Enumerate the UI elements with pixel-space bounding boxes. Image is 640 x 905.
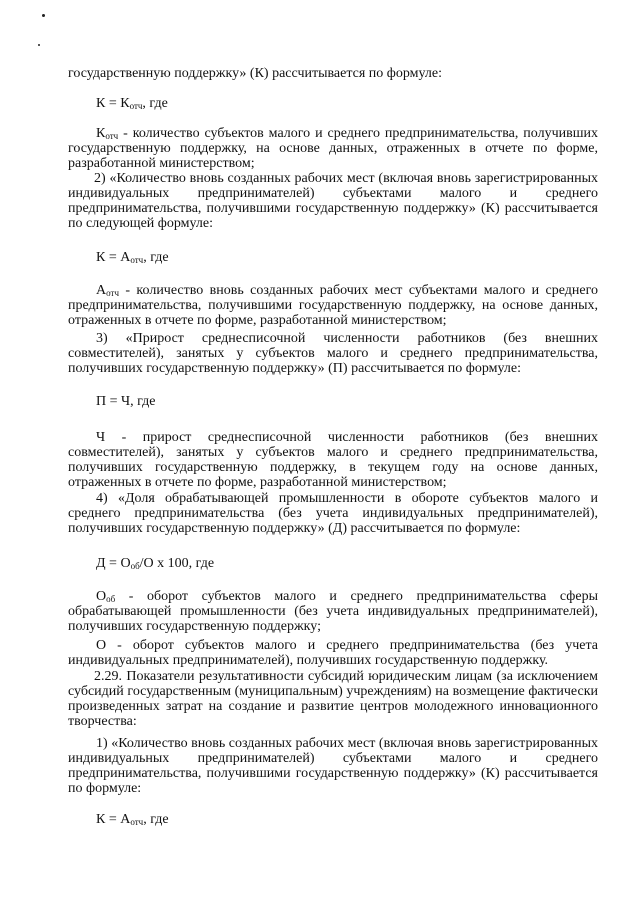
list-item-line: предпринимательства, получившими государственную поддержку» (К) рассчитывается: [68, 766, 598, 781]
paragraph-line: государственную поддержку» (К) рассчитывается по формуле:: [68, 66, 442, 81]
definition-line: получивших государственную поддержку, в текущем году на основе данных,: [68, 460, 598, 475]
formula-d: $Д = О_{об}/О$ х 100, где: [96, 556, 215, 571]
scan-speck: [38, 44, 40, 46]
definition-line: Ч - прирост среднесписочной численности работников (без внешних: [96, 430, 598, 445]
definition-line: $А_{отч}$ - количество вновь созданных рабочих мест субъектами малого и среднего: [96, 283, 598, 298]
scan-speck: [42, 14, 45, 17]
definition-line: совместителей), занятых у субъектов малого и среднего предпринимательства,: [68, 445, 598, 460]
list-item-line: среднего предпринимательства (без учета индивидуальных предпринимателей),: [68, 506, 598, 521]
definition-line: предпринимательства, получившими государственную поддержку, на основе данных,: [68, 298, 598, 313]
section-line: творчества:: [68, 714, 137, 729]
definition-line: индивидуальных предпринимателей), получивших государственную поддержку.: [68, 653, 549, 668]
list-item-line: получивших государственную поддержку» (П) рассчитывается по формуле:: [68, 361, 521, 376]
section-line: субсидий государственным (муниципальным) учреждениям) на возмещение фактически: [68, 684, 598, 699]
definition-line: государственную поддержку, на основе данных, отраженных в отчете по форме,: [68, 141, 598, 156]
formula-k-a-2: $К = А_{отч}$, где: [96, 812, 169, 827]
list-item-line: индивидуальных предпринимателей) субъектами малого и среднего: [68, 751, 598, 766]
section-line: 2.29. Показатели результативности субсидий юридическим лицам (за исключением: [94, 669, 598, 684]
list-item-line: совместителей), занятых у субъектов малого и среднего предпринимательства,: [68, 346, 598, 361]
list-item-line: по формуле:: [68, 781, 142, 796]
definition-line: О - оборот субъектов малого и среднего предпринимательства (без учета: [96, 638, 598, 653]
list-item-line: индивидуальных предпринимателей) субъектами малого и среднего: [68, 186, 598, 201]
definition-line: $К_{отч}$ - количество субъектов малого и среднего предпринимательства, получивших: [96, 126, 598, 141]
section-line: произведенных затрат на создание и развитие центров молодежного инновационного: [68, 699, 598, 714]
definition-line: $О_{об}$ - оборот субъектов малого и среднего предпринимательства сферы: [96, 589, 598, 604]
definition-line: получивших государственную поддержку;: [68, 619, 321, 634]
formula-k-a: $К = А_{отч}$, где: [96, 250, 169, 265]
list-item-line: 1) «Количество вновь созданных рабочих мест (включая вновь зарегистрированных: [96, 736, 598, 751]
list-item-line: предпринимательства, получившими государственную поддержку» (К) рассчитывается: [68, 201, 598, 216]
definition-line: отраженных в отчете по форме, разработанной министерством;: [68, 475, 447, 490]
list-item-line: 3) «Прирост среднесписочной численности работников (без внешних: [96, 331, 598, 346]
definition-line: отраженных в отчете по форме, разработанной министерством;: [68, 313, 447, 328]
formula-p: П = Ч, где: [96, 394, 156, 409]
formula-k: $К = К_{отч}$, где: [96, 96, 168, 111]
list-item-line: получивших государственную поддержку» (Д) рассчитывается по формуле:: [68, 521, 521, 536]
list-item-line: по следующей формуле:: [68, 216, 213, 231]
list-item-line: 4) «Доля обрабатывающей промышленности в обороте субъектов малого и: [96, 491, 598, 506]
list-item-line: 2) «Количество вновь созданных рабочих мест (включая вновь зарегистрированных: [94, 171, 598, 186]
definition-line: разработанной министерством;: [68, 156, 255, 171]
definition-line: обрабатывающей промышленности (без учета индивидуальных предпринимателей),: [68, 604, 598, 619]
